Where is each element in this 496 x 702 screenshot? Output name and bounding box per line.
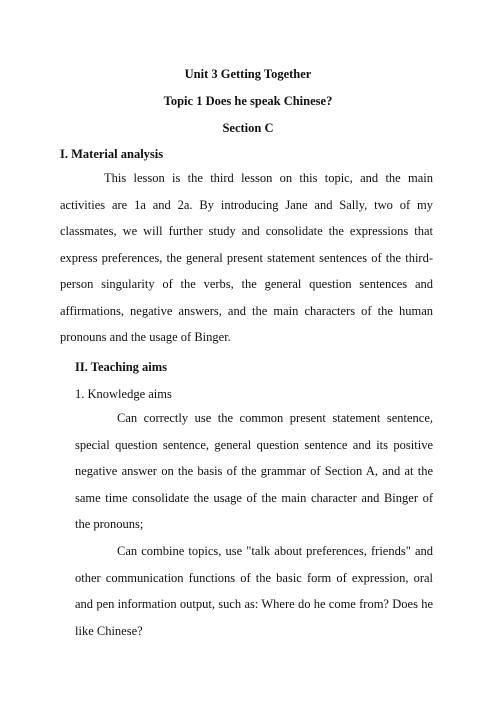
section-title: Section C xyxy=(222,121,274,135)
knowledge-aims-heading: 1. Knowledge aims xyxy=(75,387,172,401)
section1-heading: I. Material analysis xyxy=(60,147,164,161)
topic-title: Topic 1 Does he speak Chinese? xyxy=(163,94,333,108)
section2-heading: II. Teaching aims xyxy=(75,360,168,374)
knowledge-aims-paragraph-2: Can combine topics, use "talk about preferences, friends" and other communication functions of the basic form of expression, oral and pen information output, such as: Where do he come from? Does he like Chinese? xyxy=(75,544,433,638)
unit-title: Unit 3 Getting Together xyxy=(184,67,312,81)
material-analysis-paragraph: This lesson is the third lesson on this topic, and the main activities are 1a and 2a. By introducing Jane and Sally, two of my classmates, we will further study and consolidate the expressions that express preferences, the general present statement sentences of the third-person singularity of the verbs, the general question sentences and affirmations, negative answers, and the main characters of the human pronouns and the usage of Binger. xyxy=(60,171,433,344)
knowledge-aims-paragraph-1: Can correctly use the common present statement sentence, special question sentence, general question sentence and its positive negative answer on the basis of the grammar of Section A, and at the same time consolidate the usage of the main character and Binger of the pronouns; xyxy=(75,411,433,531)
